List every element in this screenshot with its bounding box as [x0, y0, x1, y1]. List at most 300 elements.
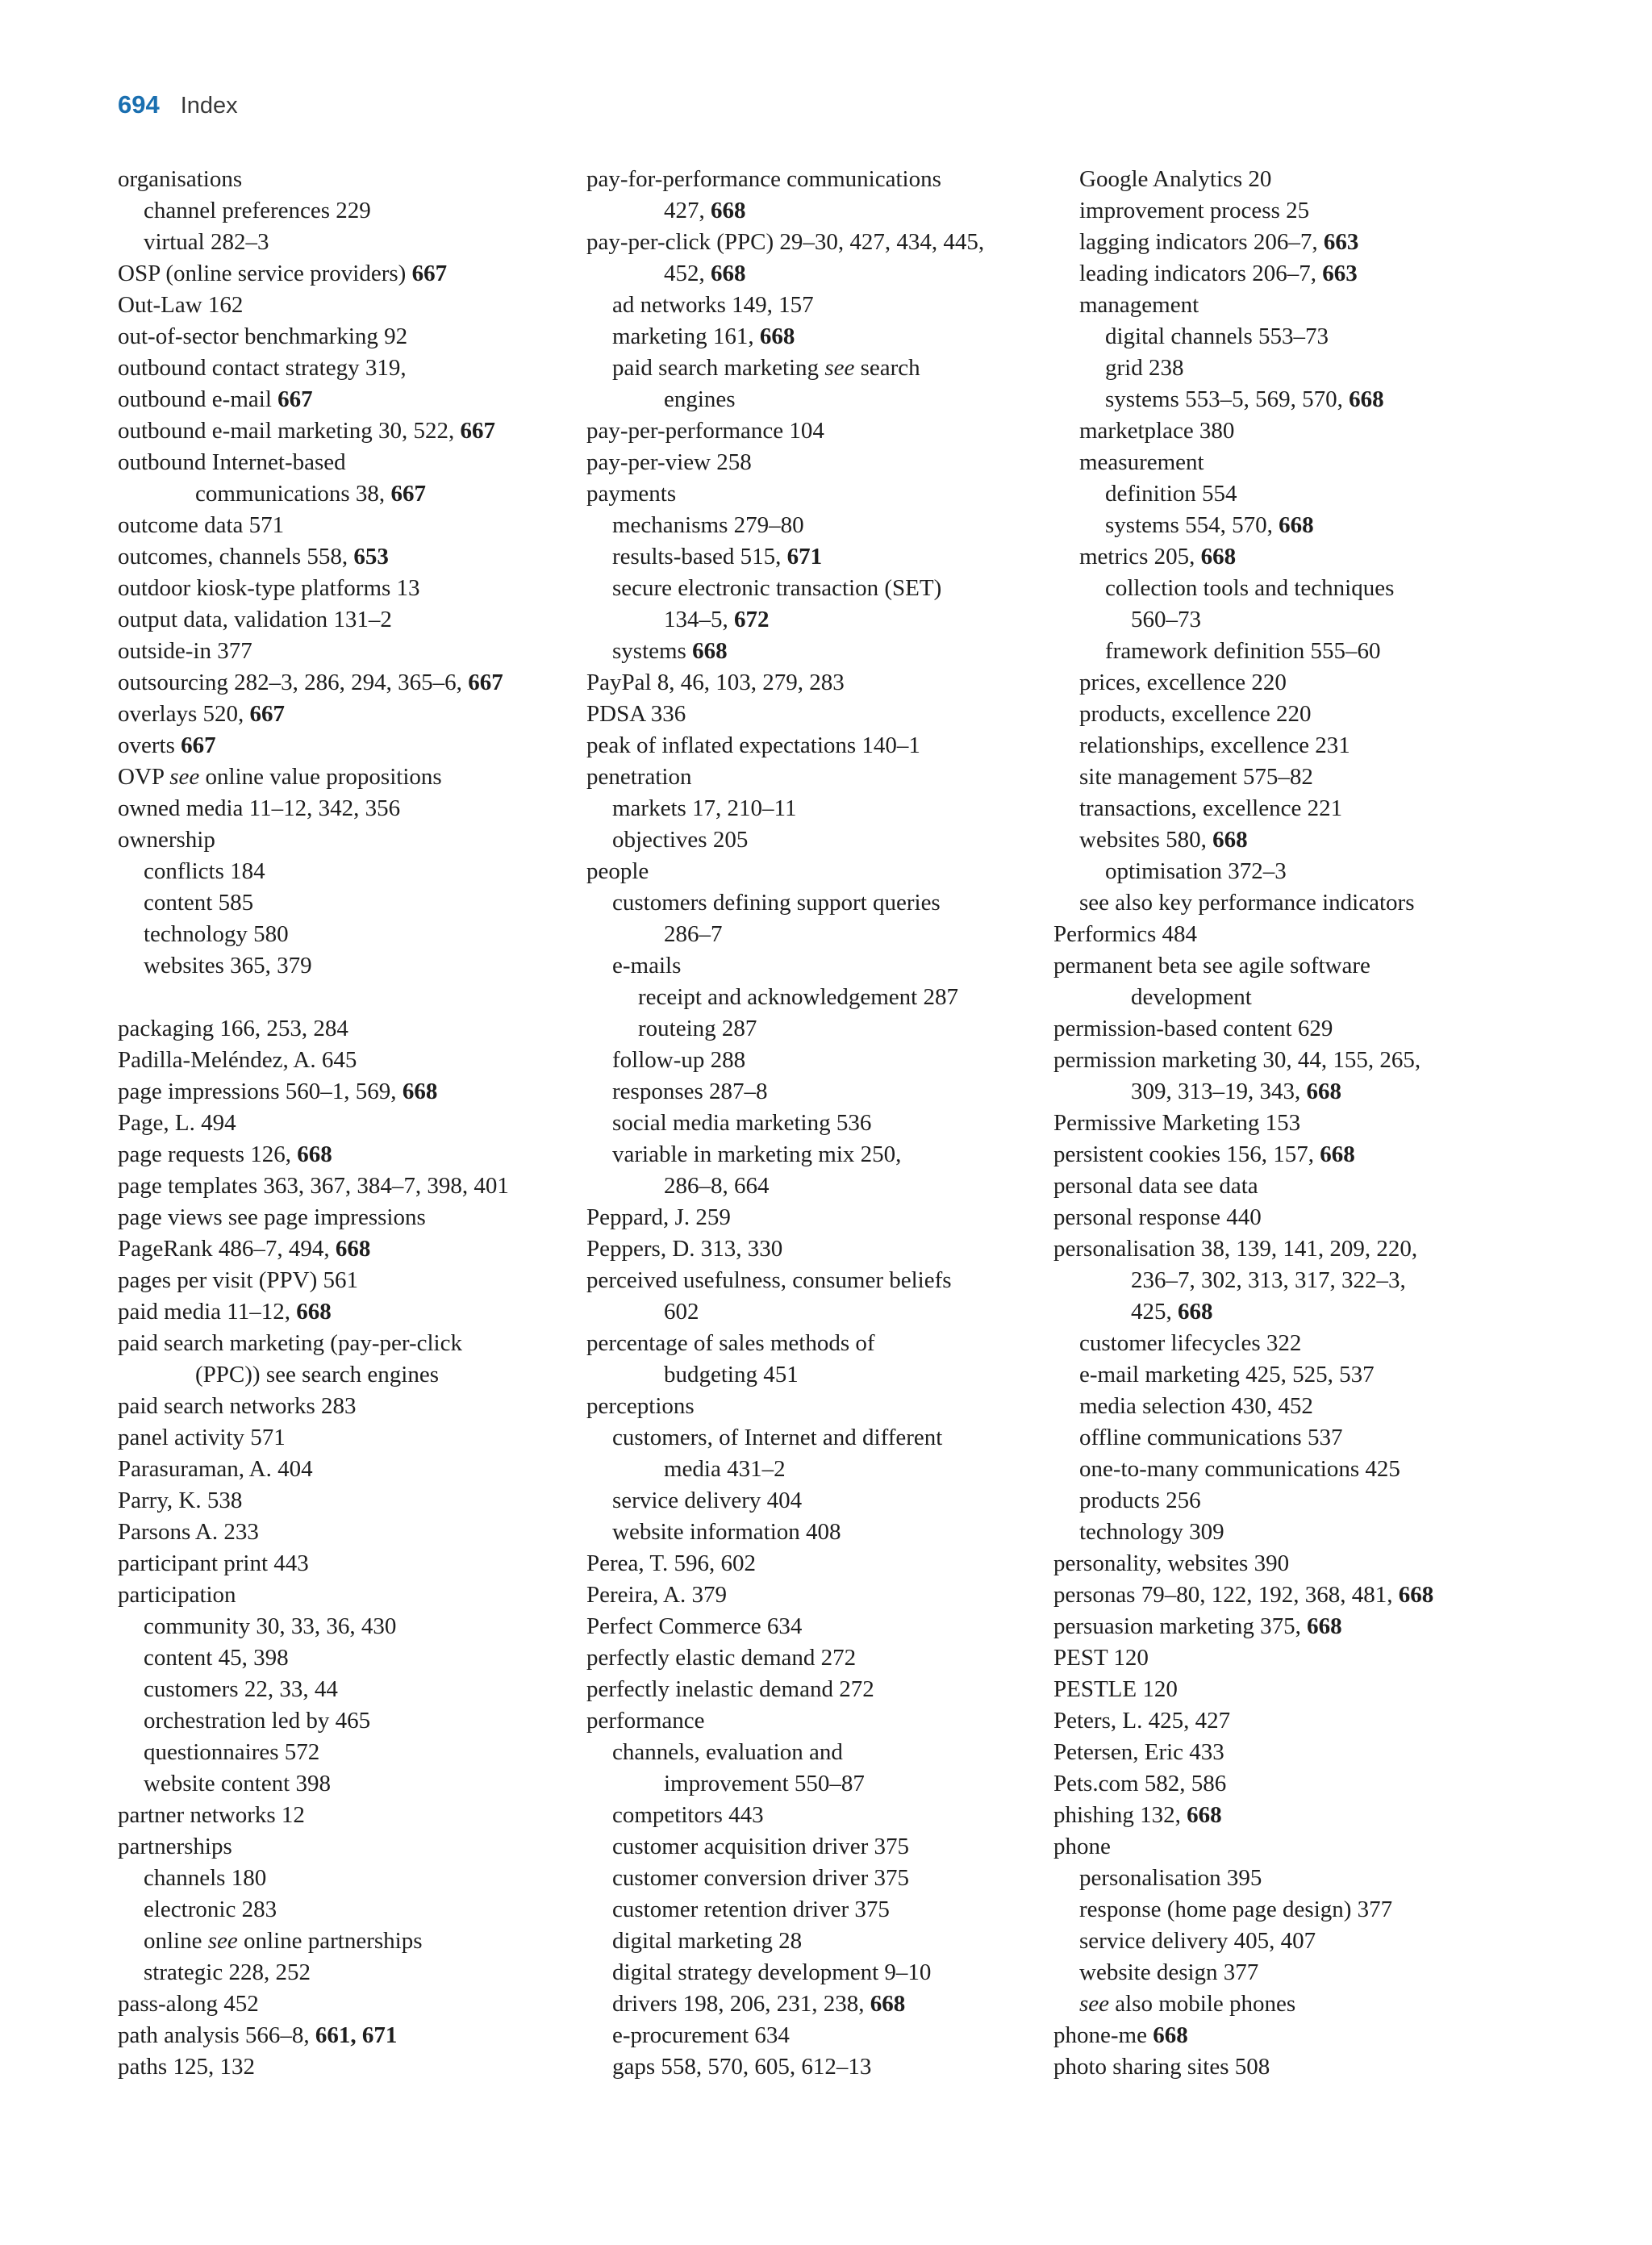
index-entry	[586, 478, 1054, 510]
index-subentry	[586, 321, 1054, 353]
index-entry	[118, 1108, 569, 1139]
index-subentry	[1053, 1988, 1505, 2020]
entry-text: optimisation 372–3	[1105, 858, 1287, 884]
entry-text: leading indicators 206–7,	[1079, 261, 1323, 286]
entry-text: Permissive Marketing 153	[1053, 1110, 1301, 1136]
index-subentry	[586, 1045, 1054, 1076]
entry-text: customers defining support queries	[612, 890, 941, 916]
index-entry	[118, 1045, 569, 1076]
index-entry-continuation	[118, 478, 569, 510]
entry-text: systems 553–5, 569, 570,	[1105, 386, 1350, 412]
entry-text: 236–7, 302, 313, 317, 322–3,	[1131, 1267, 1406, 1293]
glossary-page-ref: 668	[1178, 1299, 1213, 1325]
index-entry-continuation	[586, 258, 1054, 290]
index-entry-continuation	[586, 604, 1054, 636]
entry-text: permission-based content 629	[1053, 1016, 1333, 1041]
index-entry	[118, 1076, 569, 1108]
entry-text: penetration	[586, 764, 692, 790]
index-entry	[1053, 1202, 1505, 1233]
entry-text: mechanisms 279–80	[612, 512, 804, 538]
entry-text: products 256	[1079, 1488, 1201, 1513]
entry-text: outdoor kiosk-type platforms 13	[118, 575, 420, 601]
entry-text: also mobile phones	[1109, 1991, 1296, 2017]
entry-text: e-mails	[612, 953, 682, 979]
entry-text: personal data see data	[1053, 1173, 1258, 1199]
index-entry	[118, 762, 569, 793]
index-entry	[118, 1170, 569, 1202]
entry-text: Page, L. 494	[118, 1110, 236, 1136]
index-entry	[1053, 1233, 1505, 1265]
entry-text: ownership	[118, 827, 215, 853]
index-subentry	[1053, 415, 1505, 447]
index-entry-continuation	[586, 1296, 1054, 1328]
index-entry	[586, 1265, 1054, 1296]
index-entry	[118, 1139, 569, 1170]
index-entry	[586, 667, 1054, 699]
index-subentry	[1053, 1328, 1505, 1359]
index-entry	[586, 856, 1054, 887]
entry-text: metrics 205,	[1079, 544, 1201, 570]
index-subentry	[586, 1485, 1054, 1517]
index-subentry	[1053, 195, 1505, 227]
entry-text: media selection 430, 452	[1079, 1393, 1313, 1419]
entry-text: perceptions	[586, 1393, 695, 1419]
entry-text: orchestration led by 465	[144, 1708, 371, 1734]
index-entry	[586, 1611, 1054, 1642]
entry-text: digital strategy development 9–10	[612, 1959, 932, 1985]
entry-text: performance	[586, 1708, 705, 1734]
index-entry	[586, 227, 1054, 258]
index-subentry	[1053, 887, 1505, 919]
index-column-1	[118, 164, 569, 2083]
index-subentry	[586, 1108, 1054, 1139]
entry-text: owned media 11–12, 342, 356	[118, 795, 401, 821]
index-entry	[118, 1422, 569, 1454]
index-entry	[1053, 2020, 1505, 2051]
index-entry	[118, 604, 569, 636]
index-subentry	[586, 950, 1054, 982]
entry-text: customer retention driver 375	[612, 1897, 890, 1922]
index-entry-continuation	[586, 919, 1054, 950]
entry-text: Google Analytics 20	[1079, 166, 1272, 192]
entry-text: OSP (online service providers)	[118, 261, 412, 286]
entry-text: pass-along 452	[118, 1991, 259, 2017]
entry-text: improvement 550–87	[664, 1771, 865, 1796]
index-subentry	[586, 1894, 1054, 1926]
entry-text: collection tools and techniques	[1105, 575, 1395, 601]
see-reference: see	[1079, 1991, 1110, 2017]
index-entry	[1053, 1705, 1505, 1737]
entry-text: objectives 205	[612, 827, 749, 853]
glossary-page-ref: 668	[296, 1299, 332, 1325]
index-entry	[118, 667, 569, 699]
entry-text: 427,	[664, 198, 711, 223]
index-entry	[1053, 950, 1505, 982]
index-subentry	[586, 1737, 1054, 1768]
entry-text: results-based 515,	[612, 544, 787, 570]
entry-text: pay-for-performance communications	[586, 166, 941, 192]
index-entry	[118, 1579, 569, 1611]
index-subentry	[1053, 699, 1505, 730]
index-subentry	[118, 1705, 569, 1737]
glossary-page-ref: 663	[1323, 229, 1359, 255]
index-subentry	[586, 573, 1054, 604]
index-subentry	[586, 982, 1054, 1013]
index-subentry	[586, 541, 1054, 573]
index-subentry	[586, 1957, 1054, 1988]
entry-text: path analysis 566–8,	[118, 2022, 315, 2048]
index-subentry	[1053, 730, 1505, 762]
index-entry	[118, 730, 569, 762]
entry-text: customer lifecycles 322	[1079, 1330, 1302, 1356]
entry-text: partnerships	[118, 1834, 232, 1859]
index-subentry	[586, 887, 1054, 919]
index-entry-continuation	[1053, 1076, 1505, 1108]
glossary-page-ref: 667	[411, 261, 448, 286]
index-subentry	[1053, 1391, 1505, 1422]
index-entry-continuation	[118, 1359, 569, 1391]
index-subentry	[118, 1768, 569, 1800]
index-entry	[118, 1265, 569, 1296]
entry-text: Perfect Commerce 634	[586, 1613, 803, 1639]
entry-text: out-of-sector benchmarking 92	[118, 323, 408, 349]
index-entry	[1053, 1642, 1505, 1674]
entry-text: grid 238	[1105, 355, 1184, 381]
index-entry	[1053, 919, 1505, 950]
entry-text: receipt and acknowledgement 287	[638, 984, 958, 1010]
entry-text: online	[144, 1928, 208, 1954]
entry-text: follow-up 288	[612, 1047, 746, 1073]
index-subentry	[118, 887, 569, 919]
glossary-page-ref: 668	[711, 198, 746, 223]
entry-text: 309, 313–19, 343,	[1131, 1079, 1307, 1104]
index-entry	[118, 2020, 569, 2051]
entry-text: improvement process 25	[1079, 198, 1310, 223]
entry-text: paid search networks 283	[118, 1393, 357, 1419]
entry-text: e-procurement 634	[612, 2022, 790, 2048]
entry-text: PDSA 336	[586, 701, 686, 727]
index-subentry	[1053, 824, 1505, 856]
index-subentry	[586, 793, 1054, 824]
entry-text: personality, websites 390	[1053, 1550, 1290, 1576]
entry-text: Parry, K. 538	[118, 1488, 243, 1513]
index-subentry	[118, 1863, 569, 1894]
entry-text: lagging indicators 206–7,	[1079, 229, 1324, 255]
entry-text: participation	[118, 1582, 236, 1608]
glossary-page-ref: 672	[734, 607, 770, 632]
entry-text: one-to-many communications 425	[1079, 1456, 1400, 1482]
index-entry	[586, 415, 1054, 447]
index-entry	[118, 384, 569, 415]
entry-text: definition 554	[1105, 481, 1237, 507]
glossary-page-ref: 667	[460, 418, 495, 444]
index-entry	[1053, 1674, 1505, 1705]
index-entry	[586, 1579, 1054, 1611]
entry-text: Pereira, A. 379	[586, 1582, 727, 1608]
index-subentry	[1053, 258, 1505, 290]
glossary-page-ref: 668	[1279, 512, 1314, 538]
entry-text: outsourcing 282–3, 286, 294, 365–6,	[118, 670, 469, 695]
entry-text: questionnaires 572	[144, 1739, 320, 1765]
entry-text: personalisation 38, 139, 141, 209, 220,	[1053, 1236, 1418, 1262]
see-reference: see	[169, 764, 200, 790]
entry-text: customer acquisition driver 375	[612, 1834, 910, 1859]
entry-text: phone-me	[1053, 2022, 1153, 2048]
entry-text: secure electronic transaction (SET)	[612, 575, 942, 601]
glossary-page-ref: 668	[297, 1141, 332, 1167]
glossary-page-ref: 667	[277, 386, 313, 412]
index-entry	[118, 573, 569, 604]
entry-text: persistent cookies 156, 157,	[1053, 1141, 1320, 1167]
index-subentry	[1053, 478, 1505, 510]
index-entry	[1053, 1045, 1505, 1076]
index-entry	[118, 824, 569, 856]
entry-text: framework definition 555–60	[1105, 638, 1381, 664]
glossary-page-ref: 668	[1187, 1802, 1222, 1828]
entry-text: social media marketing 536	[612, 1110, 872, 1136]
index-subentry	[118, 1642, 569, 1674]
entry-text: Petersen, Eric 433	[1053, 1739, 1224, 1765]
entry-text: outcomes, channels 558,	[118, 544, 354, 570]
entry-text: systems 554, 570,	[1105, 512, 1279, 538]
entry-text: transactions, excellence 221	[1079, 795, 1343, 821]
index-entry	[586, 1391, 1054, 1422]
entry-text: page impressions 560–1, 569,	[118, 1079, 403, 1104]
entry-text: outbound contact strategy 319,	[118, 355, 407, 381]
entry-text: outbound e-mail	[118, 386, 278, 412]
entry-text: conflicts 184	[144, 858, 265, 884]
entry-text: products, excellence 220	[1079, 701, 1312, 727]
index-subentry	[1053, 541, 1505, 573]
index-entry-continuation	[586, 384, 1054, 415]
entry-text: electronic 283	[144, 1897, 277, 1922]
entry-text: content 45, 398	[144, 1645, 289, 1671]
entry-text: payments	[586, 481, 677, 507]
entry-text: technology 580	[144, 921, 289, 947]
index-entry	[586, 699, 1054, 730]
entry-text: persuasion marketing 375,	[1053, 1613, 1308, 1639]
index-entry	[118, 1296, 569, 1328]
entry-text: engines	[664, 386, 736, 412]
index-subentry	[118, 1737, 569, 1768]
running-head	[118, 90, 238, 139]
entry-text: customers, of Internet and different	[612, 1425, 943, 1450]
index-subentry	[118, 856, 569, 887]
index-entry	[1053, 1579, 1505, 1611]
index-entry-continuation	[1053, 1296, 1505, 1328]
glossary-page-ref: 668	[1398, 1582, 1434, 1608]
entry-text: relationships, excellence 231	[1079, 732, 1350, 758]
index-subentry	[586, 1863, 1054, 1894]
index-entry-continuation	[586, 1454, 1054, 1485]
entry-text: percentage of sales methods of	[586, 1330, 875, 1356]
index-subentry	[1053, 856, 1505, 887]
index-subentry	[586, 2020, 1054, 2051]
entry-text: outbound Internet-based	[118, 449, 346, 475]
index-subentry	[1053, 447, 1505, 478]
index-subentry	[1053, 1485, 1505, 1517]
index-entry	[586, 1674, 1054, 1705]
glossary-page-ref: 668	[1320, 1141, 1355, 1167]
glossary-page-ref: 668	[870, 1991, 906, 2017]
glossary-page-ref: 668	[711, 261, 746, 286]
see-reference: see	[207, 1928, 238, 1954]
entry-text: outside-in 377	[118, 638, 252, 664]
index-subentry	[586, 1076, 1054, 1108]
glossary-page-ref: 653	[353, 544, 389, 570]
index-subentry	[586, 1831, 1054, 1863]
index-entry-continuation	[586, 1359, 1054, 1391]
entry-text: page views see page impressions	[118, 1204, 426, 1230]
page-number: 694	[118, 90, 160, 119]
entry-text: outcome data 571	[118, 512, 285, 538]
entry-text: website design 377	[1079, 1959, 1259, 1985]
index-subentry	[586, 1926, 1054, 1957]
index-subentry	[586, 1800, 1054, 1831]
index-subentry	[1053, 1454, 1505, 1485]
entry-text: paid search marketing	[612, 355, 825, 381]
index-subentry	[1053, 1957, 1505, 1988]
index-entry	[118, 1517, 569, 1548]
entry-text: offline communications 537	[1079, 1425, 1343, 1450]
index-subentry	[118, 1926, 569, 1957]
glossary-page-ref: 667	[468, 670, 503, 695]
index-subentry	[1053, 1422, 1505, 1454]
entry-text: PEST 120	[1053, 1645, 1149, 1671]
entry-text: output data, validation 131–2	[118, 607, 392, 632]
index-subentry	[586, 1139, 1054, 1170]
entry-text: response (home page design) 377	[1079, 1897, 1393, 1922]
entry-text: marketing 161,	[612, 323, 760, 349]
entry-text: permanent beta see agile software	[1053, 953, 1370, 979]
index-subentry	[118, 1674, 569, 1705]
index-entry	[118, 415, 569, 447]
index-entry-continuation	[1053, 1265, 1505, 1296]
index-subentry	[1053, 227, 1505, 258]
glossary-page-ref: 668	[1212, 827, 1248, 853]
entry-text: service delivery 404	[612, 1488, 803, 1513]
entry-text: Peppard, J. 259	[586, 1204, 731, 1230]
index-entry	[118, 447, 569, 478]
index-entry	[586, 762, 1054, 793]
index-subentry	[586, 353, 1054, 384]
index-subentry	[586, 510, 1054, 541]
index-subentry	[1053, 636, 1505, 667]
index-subentry	[118, 227, 569, 258]
entry-text: PESTLE 120	[1053, 1676, 1178, 1702]
glossary-page-ref: 671	[786, 544, 823, 570]
index-subentry	[118, 1957, 569, 1988]
entry-text: digital marketing 28	[612, 1928, 803, 1954]
entry-spacer	[118, 982, 569, 1013]
index-entry	[1053, 1800, 1505, 1831]
entry-text: permission marketing 30, 44, 155, 265,	[1053, 1047, 1421, 1073]
index-entry	[118, 1233, 569, 1265]
index-subentry	[1053, 290, 1505, 321]
entry-text: variable in marketing mix 250,	[612, 1141, 902, 1167]
entry-text: panel activity 571	[118, 1425, 286, 1450]
index-entry	[586, 1642, 1054, 1674]
index-entry	[118, 1328, 569, 1359]
entry-text: organisations	[118, 166, 243, 192]
glossary-page-ref: 661, 671	[315, 2022, 398, 2048]
entry-text: digital channels 553–73	[1105, 323, 1329, 349]
entry-text: paid media 11–12,	[118, 1299, 297, 1325]
entry-text: website content 398	[144, 1771, 331, 1796]
entry-text: development	[1131, 984, 1252, 1010]
index-subentry	[1053, 384, 1505, 415]
index-entry	[1053, 1548, 1505, 1579]
entry-text: outbound e-mail marketing 30, 522,	[118, 418, 461, 444]
index-column-2	[586, 164, 1054, 2083]
index-entry	[118, 1988, 569, 2020]
entry-text: management	[1079, 292, 1199, 318]
entry-text: 452,	[664, 261, 711, 286]
entry-text: overts	[118, 732, 181, 758]
entry-text: pay-per-view 258	[586, 449, 752, 475]
entry-text: people	[586, 858, 649, 884]
index-subentry	[1053, 1894, 1505, 1926]
glossary-page-ref: 668	[1306, 1079, 1341, 1104]
entry-text: competitors 443	[612, 1802, 764, 1828]
entry-text: Performics 484	[1053, 921, 1197, 947]
entry-text: markets 17, 210–11	[612, 795, 797, 821]
entry-text: phishing 132,	[1053, 1802, 1187, 1828]
index-subentry	[118, 1611, 569, 1642]
index-entry	[118, 1485, 569, 1517]
entry-text: OVP	[118, 764, 170, 790]
index-subentry	[1053, 1926, 1505, 1957]
entry-text: websites 580,	[1079, 827, 1213, 853]
index-subentry	[1053, 353, 1505, 384]
entry-text: channels, evaluation and	[612, 1739, 843, 1765]
entry-text: partner networks 12	[118, 1802, 305, 1828]
entry-text: perceived usefulness, consumer beliefs	[586, 1267, 952, 1293]
index-entry	[118, 1202, 569, 1233]
entry-text: personalisation 395	[1079, 1865, 1262, 1891]
entry-text: responses 287–8	[612, 1079, 768, 1104]
entry-text: see also key performance indicators	[1079, 890, 1415, 916]
index-entry-continuation	[1053, 982, 1505, 1013]
entry-text: pay-per-performance 104	[586, 418, 824, 444]
index-subentry	[1053, 1359, 1505, 1391]
entry-text: content 585	[144, 890, 254, 916]
entry-text: pay-per-click (PPC) 29–30, 427, 434, 445,	[586, 229, 985, 255]
entry-text: Peters, L. 425, 427	[1053, 1708, 1231, 1734]
entry-text: e-mail marketing 425, 525, 537	[1079, 1362, 1375, 1387]
index-entry	[118, 1391, 569, 1422]
entry-text: paid search marketing (pay-per-click	[118, 1330, 462, 1356]
glossary-page-ref: 668	[1307, 1613, 1342, 1639]
entry-text: gaps 558, 570, 605, 612–13	[612, 2054, 872, 2080]
index-subentry	[586, 636, 1054, 667]
index-entry	[118, 1831, 569, 1863]
index-entry	[118, 1454, 569, 1485]
index-entry	[586, 1202, 1054, 1233]
glossary-page-ref: 668	[1349, 386, 1384, 412]
index-subentry	[1053, 1863, 1505, 1894]
index-entry	[586, 447, 1054, 478]
index-entry	[1053, 1768, 1505, 1800]
entry-text: PageRank 486–7, 494,	[118, 1236, 336, 1262]
entry-text: online value propositions	[199, 764, 442, 790]
entry-text: paths 125, 132	[118, 2054, 255, 2080]
glossary-page-ref: 667	[249, 701, 285, 727]
entry-text: Parasuraman, A. 404	[118, 1456, 313, 1482]
entry-text: websites 365, 379	[144, 953, 312, 979]
entry-text: channel preferences 229	[144, 198, 371, 223]
entry-text: website information 408	[612, 1519, 841, 1545]
